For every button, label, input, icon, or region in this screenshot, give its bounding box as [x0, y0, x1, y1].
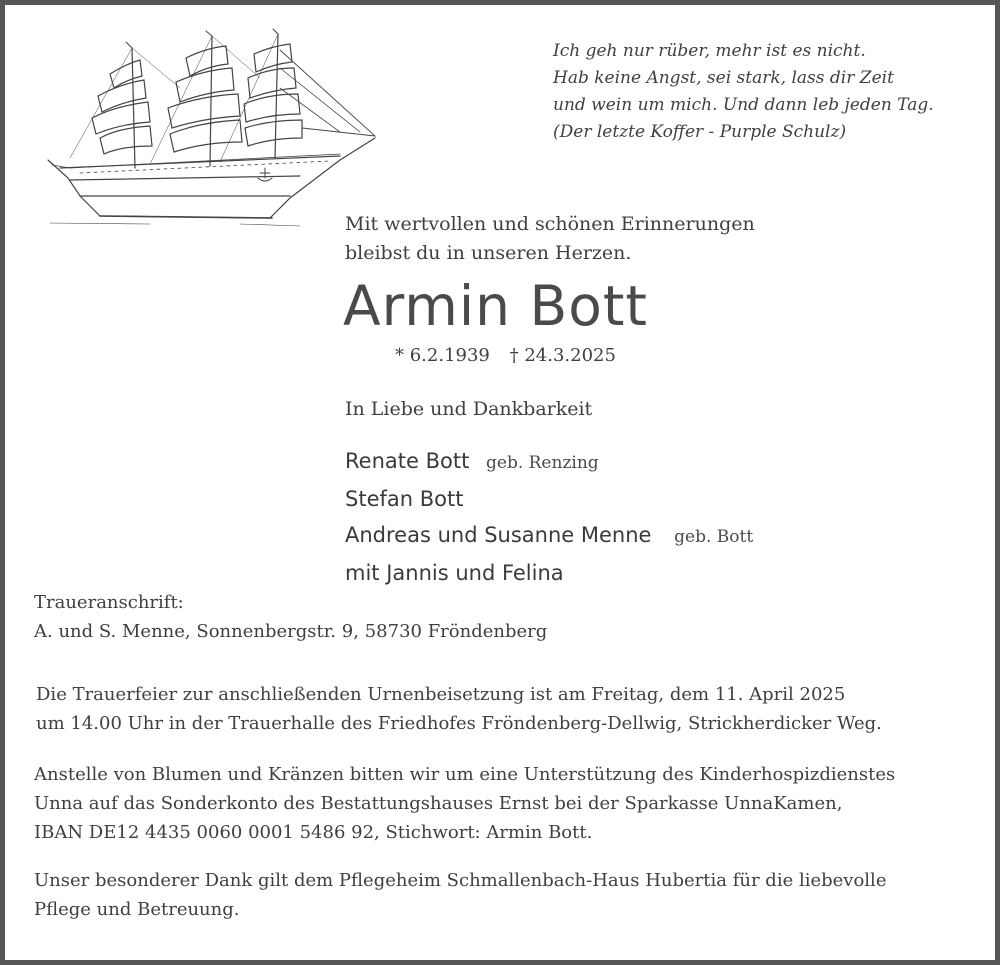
quote-line: und wein um mich. Und dann leb jeden Tag.: [553, 95, 934, 115]
intro-line-2: bleibst du in unseren Herzen.: [345, 242, 632, 264]
death-date: † 24.3.2025: [509, 345, 616, 366]
ceremony-line: um 14.00 Uhr in der Trauerhalle des Friedhofes Fröndenberg-Dellwig, Strickherdicker Weg.: [36, 713, 882, 734]
family-member-name: Stefan Bott: [345, 487, 464, 511]
family-member-name: Andreas und Susanne Menne: [345, 523, 652, 547]
intro-line-1: Mit wertvollen und schönen Erinnerungen: [345, 213, 755, 235]
family-list: [345, 443, 753, 591]
birth-date: * 6.2.1939: [395, 345, 490, 366]
family-member-name: mit Jannis und Felina: [345, 561, 564, 585]
family-member: [345, 443, 753, 481]
thanks-line: Pflege und Betreuung.: [34, 899, 240, 920]
family-member-name: Renate Bott: [345, 449, 470, 473]
address-value: A. und S. Menne, Sonnenbergstr. 9, 58730 Fröndenberg: [34, 621, 548, 642]
quote-block: [553, 38, 934, 146]
family-member-note: geb. Bott: [674, 527, 754, 547]
donation-line: Unna auf das Sonderkonto des Bestattungshauses Ernst bei der Sparkasse UnnaKamen,: [34, 793, 843, 814]
deceased-name: Armin Bott: [343, 274, 648, 338]
quote-line: Ich geh nur rüber, mehr ist es nicht.: [553, 41, 866, 61]
mourning-address: [34, 588, 547, 646]
donation-line: Anstelle von Blumen und Kränzen bitten wir um eine Unterstützung des Kinderhospizdienstes: [34, 764, 896, 785]
donation-paragraph: [34, 760, 895, 847]
address-label: Traueranschrift:: [34, 592, 184, 613]
intro-text: [345, 210, 755, 268]
family-member: [345, 555, 753, 591]
ceremony-paragraph: [36, 680, 882, 738]
family-member: [345, 517, 753, 555]
family-member-note: geb. Renzing: [486, 453, 599, 473]
quote-line: Hab keine Angst, sei stark, lass dir Zeit: [553, 68, 894, 88]
family-member: [345, 481, 753, 517]
ceremony-line: Die Trauerfeier zur anschließenden Urnenbeisetzung ist am Freitag, dem 11. April 2025: [36, 684, 846, 705]
donation-line: IBAN DE12 4435 0060 0001 5486 92, Stichwort: Armin Bott.: [34, 822, 593, 843]
thanks-paragraph: [34, 866, 886, 924]
life-dates: [395, 343, 616, 369]
quote-source: (Der letzte Koffer - Purple Schulz): [553, 122, 847, 142]
thanks-line: Unser besonderer Dank gilt dem Pflegeheim Schmallenbach-Haus Hubertia für die liebevolle: [34, 870, 887, 891]
dedication: In Liebe und Dankbarkeit: [345, 398, 593, 420]
sailing-ship-illustration: [40, 28, 380, 238]
